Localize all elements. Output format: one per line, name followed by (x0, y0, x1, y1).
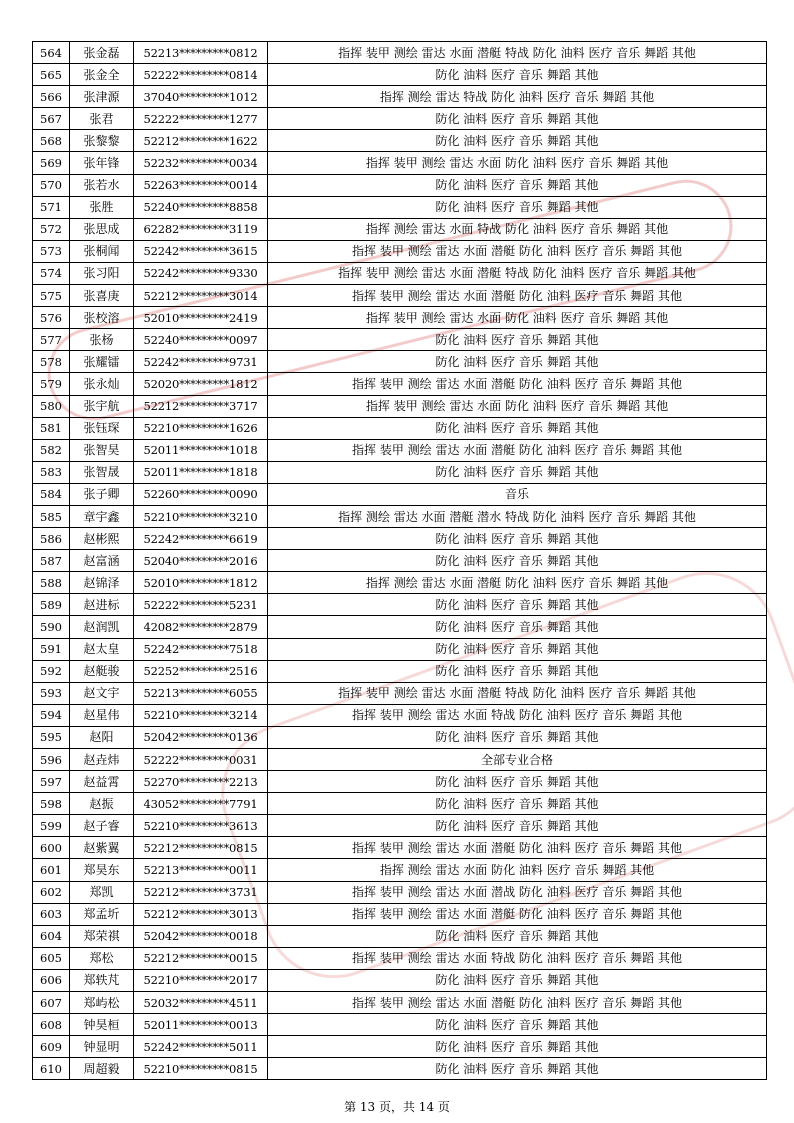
name-cell: 张金全 (70, 64, 134, 86)
qualified-majors-cell: 全部专业合格 (268, 749, 767, 771)
id-number-cell: 52212*********0815 (134, 837, 268, 859)
id-number-cell: 52040*********2016 (134, 550, 268, 572)
name-cell: 郑凯 (70, 881, 134, 903)
row-number-cell: 568 (33, 130, 70, 152)
id-number-cell: 52240*********8858 (134, 196, 268, 218)
row-number-cell: 565 (33, 64, 70, 86)
table-row (33, 373, 767, 395)
table-row (33, 86, 767, 108)
row-number-cell: 597 (33, 771, 70, 793)
id-number-cell: 52222*********0031 (134, 749, 268, 771)
row-number-cell: 586 (33, 528, 70, 550)
row-number-cell: 570 (33, 174, 70, 196)
row-number-cell: 583 (33, 461, 70, 483)
row-number-cell: 607 (33, 992, 70, 1014)
qualified-majors-cell: 指挥 装甲 测绘 雷达 水面 潜艇 防化 油料 医疗 音乐 舞蹈 其他 (268, 837, 767, 859)
name-cell: 郑轶芃 (70, 969, 134, 991)
qualified-majors-cell: 防化 油料 医疗 音乐 舞蹈 其他 (268, 925, 767, 947)
table-row (33, 64, 767, 86)
id-number-cell: 52252*********2516 (134, 660, 268, 682)
row-number-cell: 590 (33, 616, 70, 638)
name-cell: 郑屿松 (70, 992, 134, 1014)
id-number-cell: 52010*********1812 (134, 572, 268, 594)
table-row (33, 682, 767, 704)
qualified-majors-cell: 防化 油料 医疗 音乐 舞蹈 其他 (268, 594, 767, 616)
qualified-majors-cell: 指挥 装甲 测绘 雷达 水面 潜艇 特战 防化 油料 医疗 音乐 舞蹈 其他 (268, 682, 767, 704)
row-number-cell: 575 (33, 285, 70, 307)
id-number-cell: 52210*********1626 (134, 417, 268, 439)
row-number-cell: 601 (33, 859, 70, 881)
qualified-majors-cell: 防化 油料 医疗 音乐 舞蹈 其他 (268, 1014, 767, 1036)
id-number-cell: 52240*********0097 (134, 329, 268, 351)
table-row (33, 616, 767, 638)
qualified-majors-cell: 指挥 测绘 雷达 特战 防化 油料 医疗 音乐 舞蹈 其他 (268, 86, 767, 108)
table-row (33, 329, 767, 351)
table-row (33, 704, 767, 726)
row-number-cell: 605 (33, 947, 70, 969)
table-row (33, 793, 767, 815)
row-number-cell: 566 (33, 86, 70, 108)
qualified-majors-cell: 防化 油料 医疗 音乐 舞蹈 其他 (268, 1058, 767, 1080)
qualified-majors-cell: 指挥 装甲 测绘 雷达 水面 潜战 防化 油料 医疗 音乐 舞蹈 其他 (268, 881, 767, 903)
id-number-cell: 52212*********0015 (134, 947, 268, 969)
name-cell: 赵紫翼 (70, 837, 134, 859)
row-number-cell: 577 (33, 329, 70, 351)
qualified-majors-cell: 防化 油料 医疗 音乐 舞蹈 其他 (268, 771, 767, 793)
row-number-cell: 595 (33, 726, 70, 748)
qualified-majors-cell: 防化 油料 医疗 音乐 舞蹈 其他 (268, 793, 767, 815)
table-row (33, 1014, 767, 1036)
qualified-majors-cell: 防化 油料 医疗 音乐 舞蹈 其他 (268, 351, 767, 373)
qualified-majors-cell: 防化 油料 医疗 音乐 舞蹈 其他 (268, 108, 767, 130)
name-cell: 张永灿 (70, 373, 134, 395)
qualified-majors-cell: 指挥 装甲 测绘 雷达 水面 潜艇 特战 防化 油料 医疗 音乐 舞蹈 其他 (268, 262, 767, 284)
table-row (33, 1058, 767, 1080)
table-row (33, 903, 767, 925)
row-number-cell: 581 (33, 417, 70, 439)
name-cell: 张思成 (70, 218, 134, 240)
id-number-cell: 52222*********1277 (134, 108, 268, 130)
row-number-cell: 608 (33, 1014, 70, 1036)
name-cell: 赵垚炜 (70, 749, 134, 771)
name-cell: 钟昊桓 (70, 1014, 134, 1036)
table-row (33, 947, 767, 969)
name-cell: 周超毅 (70, 1058, 134, 1080)
qualified-majors-cell: 指挥 装甲 测绘 雷达 水面 特战 防化 油料 医疗 音乐 舞蹈 其他 (268, 704, 767, 726)
id-number-cell: 52242*********5011 (134, 1036, 268, 1058)
name-cell: 章宇鑫 (70, 505, 134, 527)
name-cell: 郑松 (70, 947, 134, 969)
id-number-cell: 52213*********0812 (134, 42, 268, 64)
row-number-cell: 584 (33, 483, 70, 505)
row-number-cell: 576 (33, 307, 70, 329)
table-row (33, 528, 767, 550)
row-number-cell: 599 (33, 815, 70, 837)
qualified-majors-cell: 防化 油料 医疗 音乐 舞蹈 其他 (268, 64, 767, 86)
id-number-cell: 52213*********0011 (134, 859, 268, 881)
row-number-cell: 571 (33, 196, 70, 218)
id-number-cell: 52212*********1622 (134, 130, 268, 152)
name-cell: 赵子睿 (70, 815, 134, 837)
qualified-majors-cell: 指挥 装甲 测绘 雷达 水面 潜艇 特战 防化 油料 医疗 音乐 舞蹈 其他 (268, 42, 767, 64)
id-number-cell: 52242*********7518 (134, 638, 268, 660)
name-cell: 赵锦泽 (70, 572, 134, 594)
table-row (33, 550, 767, 572)
row-number-cell: 574 (33, 262, 70, 284)
id-number-cell: 52011*********1018 (134, 439, 268, 461)
table-row (33, 726, 767, 748)
name-cell: 张子卿 (70, 483, 134, 505)
table-row (33, 660, 767, 682)
qualified-majors-cell: 防化 油料 医疗 音乐 舞蹈 其他 (268, 550, 767, 572)
table-row (33, 439, 767, 461)
table-row (33, 505, 767, 527)
table-row (33, 483, 767, 505)
qualified-majors-cell: 指挥 装甲 测绘 雷达 水面 潜艇 防化 油料 医疗 音乐 舞蹈 其他 (268, 903, 767, 925)
table-row (33, 969, 767, 991)
qualified-majors-cell: 防化 油料 医疗 音乐 舞蹈 其他 (268, 660, 767, 682)
id-number-cell: 52032*********4511 (134, 992, 268, 1014)
name-cell: 张习阳 (70, 262, 134, 284)
qualified-majors-cell: 指挥 装甲 测绘 雷达 水面 潜艇 防化 油料 医疗 音乐 舞蹈 其他 (268, 439, 767, 461)
name-cell: 赵阳 (70, 726, 134, 748)
row-number-cell: 598 (33, 793, 70, 815)
id-number-cell: 52263*********0014 (134, 174, 268, 196)
name-cell: 赵太皇 (70, 638, 134, 660)
table-row (33, 594, 767, 616)
id-number-cell: 52232*********0034 (134, 152, 268, 174)
id-number-cell: 52020*********1812 (134, 373, 268, 395)
table-row (33, 285, 767, 307)
name-cell: 钟显明 (70, 1036, 134, 1058)
table-row (33, 351, 767, 373)
name-cell: 赵星伟 (70, 704, 134, 726)
name-cell: 郑昊东 (70, 859, 134, 881)
table-row (33, 417, 767, 439)
id-number-cell: 52242*********6619 (134, 528, 268, 550)
qualified-majors-cell: 防化 油料 医疗 音乐 舞蹈 其他 (268, 638, 767, 660)
qualified-majors-cell: 防化 油料 医疗 音乐 舞蹈 其他 (268, 969, 767, 991)
id-number-cell: 52212*********3717 (134, 395, 268, 417)
id-number-cell: 52210*********0815 (134, 1058, 268, 1080)
qualified-majors-cell: 指挥 装甲 测绘 雷达 水面 潜艇 防化 油料 医疗 音乐 舞蹈 其他 (268, 373, 767, 395)
table-row (33, 240, 767, 262)
name-cell: 赵文宇 (70, 682, 134, 704)
name-cell: 郑荣祺 (70, 925, 134, 947)
name-cell: 张校溶 (70, 307, 134, 329)
row-number-cell: 610 (33, 1058, 70, 1080)
id-number-cell: 43052*********7791 (134, 793, 268, 815)
name-cell: 张桐闻 (70, 240, 134, 262)
row-number-cell: 580 (33, 395, 70, 417)
row-number-cell: 604 (33, 925, 70, 947)
row-number-cell: 578 (33, 351, 70, 373)
table-body (33, 42, 767, 1080)
row-number-cell: 594 (33, 704, 70, 726)
table-row (33, 108, 767, 130)
id-number-cell: 37040*********1012 (134, 86, 268, 108)
table-row (33, 771, 767, 793)
name-cell: 张君 (70, 108, 134, 130)
qualified-majors-cell: 指挥 测绘 雷达 水面 防化 油料 医疗 音乐 舞蹈 其他 (268, 859, 767, 881)
qualified-majors-cell: 防化 油料 医疗 音乐 舞蹈 其他 (268, 130, 767, 152)
qualified-majors-cell: 指挥 装甲 测绘 雷达 水面 防化 油料 医疗 音乐 舞蹈 其他 (268, 152, 767, 174)
id-number-cell: 52213*********6055 (134, 682, 268, 704)
table-row (33, 859, 767, 881)
table-row (33, 130, 767, 152)
qualified-majors-cell: 防化 油料 医疗 音乐 舞蹈 其他 (268, 196, 767, 218)
id-number-cell: 52270*********2213 (134, 771, 268, 793)
table-row (33, 218, 767, 240)
page-footer: 第 13 页，共 14 页 (344, 1100, 450, 1114)
row-number-cell: 606 (33, 969, 70, 991)
id-number-cell: 62282*********3119 (134, 218, 268, 240)
row-number-cell: 592 (33, 660, 70, 682)
name-cell: 张金磊 (70, 42, 134, 64)
table-row (33, 837, 767, 859)
table-row (33, 262, 767, 284)
qualified-majors-cell: 指挥 测绘 雷达 水面 潜艇 防化 油料 医疗 音乐 舞蹈 其他 (268, 572, 767, 594)
table-row (33, 42, 767, 64)
name-cell: 赵彬熙 (70, 528, 134, 550)
row-number-cell: 600 (33, 837, 70, 859)
qualified-majors-cell: 防化 油料 医疗 音乐 舞蹈 其他 (268, 1036, 767, 1058)
results-table (32, 41, 767, 1080)
id-number-cell: 52222*********0814 (134, 64, 268, 86)
qualified-majors-cell: 指挥 装甲 测绘 雷达 水面 潜艇 防化 油料 医疗 音乐 舞蹈 其他 (268, 240, 767, 262)
table-row (33, 461, 767, 483)
id-number-cell: 52210*********3613 (134, 815, 268, 837)
row-number-cell: 589 (33, 594, 70, 616)
name-cell: 张智晟 (70, 461, 134, 483)
row-number-cell: 602 (33, 881, 70, 903)
qualified-majors-cell: 指挥 测绘 雷达 水面 潜艇 潜水 特战 防化 油料 医疗 音乐 舞蹈 其他 (268, 505, 767, 527)
row-number-cell: 579 (33, 373, 70, 395)
qualified-majors-cell: 防化 油料 医疗 音乐 舞蹈 其他 (268, 329, 767, 351)
table-row (33, 815, 767, 837)
name-cell: 张杨 (70, 329, 134, 351)
name-cell: 赵艇骏 (70, 660, 134, 682)
row-number-cell: 573 (33, 240, 70, 262)
id-number-cell: 52011*********1818 (134, 461, 268, 483)
table-row (33, 881, 767, 903)
table-row (33, 196, 767, 218)
row-number-cell: 585 (33, 505, 70, 527)
name-cell: 赵润凯 (70, 616, 134, 638)
name-cell: 张耀镭 (70, 351, 134, 373)
id-number-cell: 52242*********9330 (134, 262, 268, 284)
row-number-cell: 569 (33, 152, 70, 174)
row-number-cell: 587 (33, 550, 70, 572)
name-cell: 张胜 (70, 196, 134, 218)
table-row (33, 638, 767, 660)
name-cell: 赵进标 (70, 594, 134, 616)
id-number-cell: 52042*********0018 (134, 925, 268, 947)
name-cell: 张津源 (70, 86, 134, 108)
qualified-majors-cell: 防化 油料 医疗 音乐 舞蹈 其他 (268, 461, 767, 483)
row-number-cell: 596 (33, 749, 70, 771)
id-number-cell: 52042*********0136 (134, 726, 268, 748)
qualified-majors-cell: 指挥 装甲 测绘 雷达 水面 防化 油料 医疗 音乐 舞蹈 其他 (268, 307, 767, 329)
qualified-majors-cell: 防化 油料 医疗 音乐 舞蹈 其他 (268, 174, 767, 196)
name-cell: 赵富涵 (70, 550, 134, 572)
row-number-cell: 588 (33, 572, 70, 594)
table-row (33, 1036, 767, 1058)
qualified-majors-cell: 指挥 测绘 雷达 水面 特战 防化 油料 医疗 音乐 舞蹈 其他 (268, 218, 767, 240)
table-row (33, 307, 767, 329)
qualified-majors-cell: 指挥 装甲 测绘 雷达 水面 潜艇 防化 油料 医疗 音乐 舞蹈 其他 (268, 285, 767, 307)
qualified-majors-cell: 防化 油料 医疗 音乐 舞蹈 其他 (268, 726, 767, 748)
id-number-cell: 52212*********3731 (134, 881, 268, 903)
qualified-majors-cell: 音乐 (268, 483, 767, 505)
row-number-cell: 567 (33, 108, 70, 130)
id-number-cell: 42082*********2879 (134, 616, 268, 638)
row-number-cell: 591 (33, 638, 70, 660)
row-number-cell: 572 (33, 218, 70, 240)
name-cell: 张钰琛 (70, 417, 134, 439)
id-number-cell: 52210*********2017 (134, 969, 268, 991)
table-row (33, 395, 767, 417)
table-row (33, 925, 767, 947)
table-row (33, 749, 767, 771)
id-number-cell: 52212*********3014 (134, 285, 268, 307)
id-number-cell: 52010*********2419 (134, 307, 268, 329)
table-row (33, 152, 767, 174)
id-number-cell: 52260*********0090 (134, 483, 268, 505)
table-row (33, 174, 767, 196)
name-cell: 赵振 (70, 793, 134, 815)
name-cell: 张宇航 (70, 395, 134, 417)
qualified-majors-cell: 防化 油料 医疗 音乐 舞蹈 其他 (268, 815, 767, 837)
qualified-majors-cell: 防化 油料 医疗 音乐 舞蹈 其他 (268, 616, 767, 638)
row-number-cell: 593 (33, 682, 70, 704)
qualified-majors-cell: 防化 油料 医疗 音乐 舞蹈 其他 (268, 417, 767, 439)
id-number-cell: 52210*********3214 (134, 704, 268, 726)
table-row (33, 992, 767, 1014)
name-cell: 张黎黎 (70, 130, 134, 152)
id-number-cell: 52242*********3615 (134, 240, 268, 262)
id-number-cell: 52222*********5231 (134, 594, 268, 616)
row-number-cell: 582 (33, 439, 70, 461)
qualified-majors-cell: 防化 油料 医疗 音乐 舞蹈 其他 (268, 528, 767, 550)
id-number-cell: 52011*********0013 (134, 1014, 268, 1036)
id-number-cell: 52242*********9731 (134, 351, 268, 373)
name-cell: 张喜庚 (70, 285, 134, 307)
id-number-cell: 52212*********3013 (134, 903, 268, 925)
qualified-majors-cell: 指挥 装甲 测绘 雷达 水面 特战 防化 油料 医疗 音乐 舞蹈 其他 (268, 947, 767, 969)
name-cell: 郑孟圻 (70, 903, 134, 925)
qualified-majors-cell: 指挥 装甲 测绘 雷达 水面 潜艇 防化 油料 医疗 音乐 舞蹈 其他 (268, 992, 767, 1014)
qualified-majors-cell: 指挥 装甲 测绘 雷达 水面 防化 油料 医疗 音乐 舞蹈 其他 (268, 395, 767, 417)
name-cell: 赵益霄 (70, 771, 134, 793)
name-cell: 张若水 (70, 174, 134, 196)
name-cell: 张智昊 (70, 439, 134, 461)
id-number-cell: 52210*********3210 (134, 505, 268, 527)
row-number-cell: 603 (33, 903, 70, 925)
table-row (33, 572, 767, 594)
name-cell: 张年锋 (70, 152, 134, 174)
row-number-cell: 564 (33, 42, 70, 64)
row-number-cell: 609 (33, 1036, 70, 1058)
